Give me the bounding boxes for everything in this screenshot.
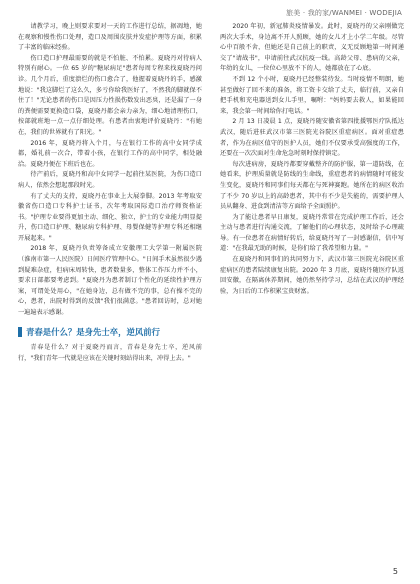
left-column <box>18 22 202 364</box>
page-header <box>0 4 420 16</box>
paragraph: 2016 年，夏晓丹将入个月，与在银行工作的高中女同学成都，婚礼前一次合，带着小孩，在银行工作的高中同学，相处融洽。夏晓丹便在下班后也在。 <box>18 139 202 168</box>
paragraph: 请教学习，晚上则要求要对一天的工作进行总结，据凋地，她在观察和慢性伤口处理，造口及周围皮肤并发症护理等方面，积累了丰富的临床经验。 <box>18 23 202 52</box>
paragraph: 有了丈夫的支持，夏晓丹在事业上大展拳脚。2013 年考取安徽省伤口造口专科护士证书，次年考取国际造口治疗师资格证书。"护理专业要得更加主动、细化、独立，护士的专业能力明显提升，伤口造口护理、糖尿病专科护理、母婴保健等护理专科还相继开展起来。" <box>18 192 202 242</box>
section-heading <box>18 327 202 338</box>
page-number: 5 <box>392 567 398 576</box>
heading-marker-icon <box>18 327 22 337</box>
paragraph: 伤口造口护理最需要的就是不怕脏、不怕累。夏晓丹对待病人特别有耐心。一位 65 岁的"糖尿病足"患者每周专程来找夏晓丹问诊。几个月后，重度溃烂的伤口愈合了，他握着夏晓丹的手，感激地说："我这脚烂了这么久，多亏你给我医好了，不然我的脚就保不住了！"无论患者的伤口是因压力性损伤数发出恶臭，还是漏了一身的粪便需要更换造口袋，夏晓丹都会亲力亲为，细心地清理伤口，按部就班地一点一点仔细处理。有患者由衷地评价夏晓丹："有她在，我们的世界就有了阳光。" <box>18 54 202 136</box>
paragraph: 2 月 13 日凌晨 1 点，夏晓丹随安徽省第四批援鄂医疗队抵达武汉，随后进驻武汉市第三医院光谷院区重症病区。面对重症患者，作为在病区值守的医护人员，她们不仅要承受高强度的工作，还要在一次次面对生命危急时刻时保持镇定。 <box>220 118 404 158</box>
right-column <box>220 22 404 297</box>
paragraph: 为了能让患者早日康复，夏晓丹常常在完成护理工作后，还会主动与患者进行沟通交流，了解他们的心理状态，及时给予心理疏导。有一位患者在病情好转后，给夏晓丹写了一封感谢信，信中写道："在我最无助的时候，是你们给了我希望和力量。" <box>220 213 404 253</box>
paragraph: 待产前后，夏晓丹和高中女同学一起前往某医院，为伤口造口病人，依然会想起那段时光。 <box>18 171 202 189</box>
paragraph: 在夏晓丹和同事们的共同努力下，武汉市第三医院光谷院区重症病区的患者陆续康复出院。2020 年 3 月底，夏晓丹随医疗队返回安徽，在隔离休养期间，她仍然坚持学习，总结在武汉的护理经验，为日后的工作积累宝贵财富。 <box>220 256 404 295</box>
paragraph: 每次进病房，夏晓丹都要穿戴整齐的防护服，第一道防线，在她看来，护理质量就是防线的生命线，重症患者的病情随时可能发生变化，夏晓丹和同事们每天都在与死神赛跑。她所在的病区收治了不少 70 岁以上的高龄患者，其中有不少是失能的，需要护理人员从翻身、进食到清洁等方面给予全面照护。 <box>220 160 404 211</box>
paragraph: 青春是什么？对于夏晓丹而言，青春是身先士卒，逆风前行，"我们青年一代就是应该在关键时刻站得出来，冲得上去。" <box>18 344 202 362</box>
paragraph: 2020 年初，新冠肺炎疫情暴发。此时，夏晓丹的父亲刚做完两次大手术，身边离不开人照顾，她的女儿才上小学二年级。尽管心中百般不舍，但她还是自己前上的职责，义无反顾地第一时间递交了"请战书"，申请前往武汉抗疫一线。高龄父母、患病的父亲，年幼的女儿，一位位心里放不下的人，她都放在了心底。 <box>220 23 404 73</box>
paragraph: 不到 12 个小时，夏晓丹已经整装待发。当时疫情不明朗，她甚至做好了回不来的准备，将工资卡交给了丈夫，临行前，又亲自把手机和充电器送到女儿手里，嘱咐："妈妈要去救人，如果能回来，我会第一时间给你打电话。" <box>220 75 404 115</box>
section-heading-text: 青春是什么？是身先士卒，逆风前行 <box>26 326 160 337</box>
paragraph: 2018 年，夏晓丹负责筹备成立安徽理工大学第一附属医院（淮南市第一人民医院）日间医疗管理中心。"日间手术虽然很少遇到疑难杂症，但病床周转快，患者数量多，整体工作压力并不小，要求日部都要考虑到。"夏晓丹为患者制订个性化的延续性护理方案，可谓处处用心，"在她身边，总有做不完的事，总有操不完的心，患者，出院时得到的反馈"我们很满意。"患者回访时，总对她一遍遍表示感谢。 <box>18 245 202 317</box>
header-text: 旅美 · 我的家/WANMEI · WODEJIA <box>286 9 402 17</box>
